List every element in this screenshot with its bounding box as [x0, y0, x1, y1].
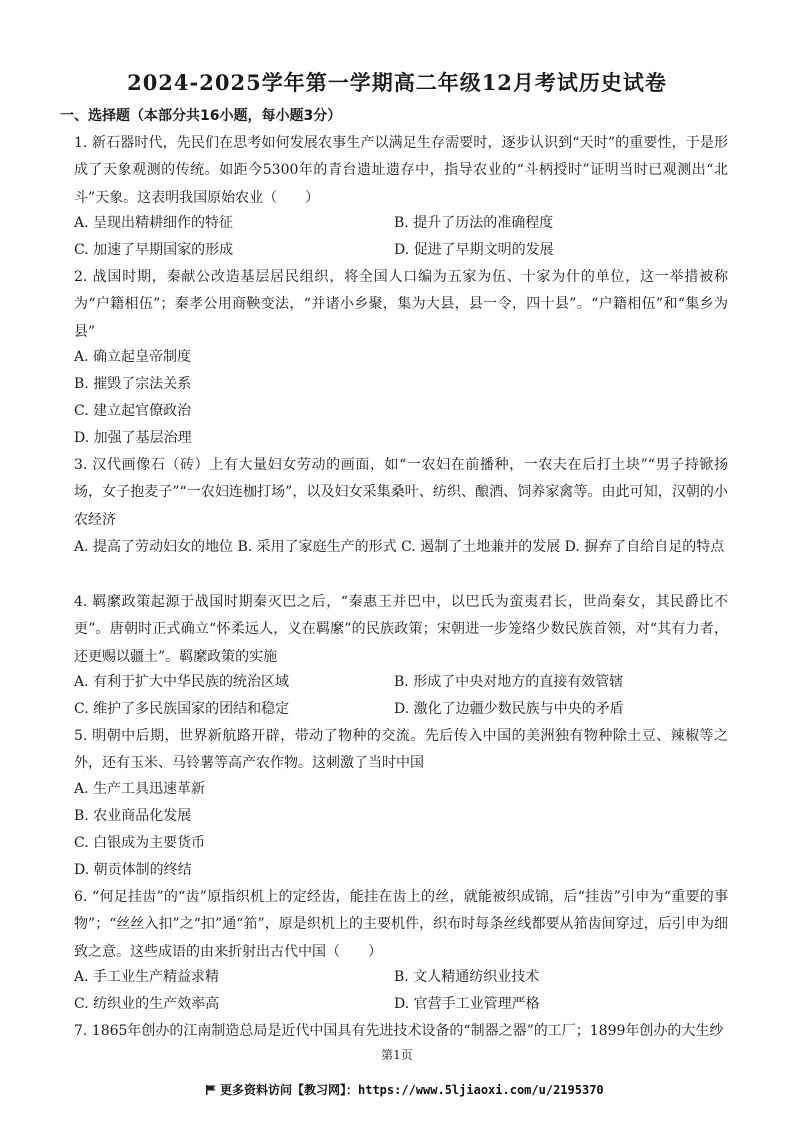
page-number: 第1页	[381, 1048, 413, 1062]
q5-option-a: A. 生产工具迅速革新	[74, 781, 206, 797]
q6-option-a: A. 手工业生产精益求精	[74, 969, 220, 985]
q2-option-b: B. 摧毁了宗法关系	[74, 376, 192, 392]
footer-link-text[interactable]: 更多资料访问【教习网】：https://www.5ljiaoxi.com/u/2195370	[220, 1083, 604, 1097]
q1-option-d: D. 促进了早期文明的发展	[394, 242, 554, 258]
footer-link[interactable]	[206, 1081, 604, 1098]
question-3: 3. 汉代画像石（砖）上有大量妇女劳动的画面，如“一农妇在前播种，一农夫在后打土块”“男子持锨扬场，女子抱麦子”“一农妇连枷打场”，以及妇女采集桑叶、纺织、酿酒、饲养家禽等。由此可知，汉朝的小农经济	[74, 457, 728, 528]
question-5: 5. 明朝中后期，世界新航路开辟，带动了物种的交流。先后传入中国的美洲独有物种除土豆、辣椒等之外，还有玉米、马铃薯等高产农作物。这刺激了当时中国	[74, 728, 728, 772]
q2-option-d: D. 加强了基层治理	[74, 430, 192, 446]
q6-option-c: C. 纺织业的生产效率高	[74, 996, 220, 1012]
q1-option-b: B. 提升了历法的准确程度	[394, 215, 554, 231]
q4-option-a: A. 有利于扩大中华民族的统治区域	[74, 674, 290, 690]
q2-option-a: A. 确立起皇帝制度	[74, 349, 192, 365]
q4-option-d: D. 激化了边疆少数民族与中央的矛盾	[394, 701, 624, 717]
q4-option-b: B. 形成了中央对地方的直接有效管辖	[394, 674, 624, 690]
q1-option-c: C. 加速了早期国家的形成	[74, 242, 234, 258]
q5-option-d: D. 朝贡体制的终结	[74, 862, 192, 878]
question-6: 6. “何足挂齿”的“齿”原指织机上的定经齿，能挂在齿上的丝，就能被织成锦，后“挂齿”引申为“重要的事物”；“丝丝入扣”之“扣”通“筘”，原是织机上的主要机件，织布时每条丝线都要从筘齿间穿过，后引申为细致之意。这些成语的由来折射出古代中国（ ）	[74, 889, 728, 960]
section-header: 一、选择题（本部分共16小题，每小题3分）	[60, 108, 342, 124]
q5-option-b: B. 农业商品化发展	[74, 808, 192, 824]
title-strip	[0, 0, 794, 96]
q6-option-b: B. 文人精通纺织业技术	[394, 969, 540, 985]
page-title: 2024-2025学年第一学期高二年级12月考试历史试卷	[127, 70, 667, 95]
q4-option-c: C. 维护了多民族国家的团结和稳定	[74, 701, 290, 717]
flag-icon	[206, 1085, 216, 1095]
question-1: 1. 新石器时代，先民们在思考如何发展农事生产以满足生存需要时，逐步认识到“天时”的重要性，于是形成了天象观测的传统。如距今5300年的青台遗址遗存中，指导农业的“斗柄授时”证明当时已观测出“北斗”天象。这表明我国原始农业（ ）	[74, 135, 728, 206]
q5-option-c: C. 白银成为主要货币	[74, 835, 206, 851]
q2-option-c: C. 建立起官僚政治	[74, 403, 192, 419]
q1-option-a: A. 呈现出精耕细作的特征	[74, 215, 234, 231]
question-4: 4. 羁縻政策起源于战国时期秦灭巴之后，“秦惠王并巴中，以巴氏为蛮夷君长，世尚秦女，其民爵比不更”。唐朝时正式确立“怀柔远人，义在羁縻”的民族政策；宋朝进一步笼络少数民族首领，对“其有力者，还更赐以疆土”。羁縻政策的实施	[74, 594, 728, 665]
q6-option-d: D. 官营手工业管理严格	[394, 996, 540, 1012]
question-2: 2. 战国时期，秦献公改造基层居民组织，将全国人口编为五家为伍、十家为什的单位，这一举措被称为“户籍相伍”；秦孝公用商鞅变法，“并诸小乡聚，集为大县，县一令，四十县”。“户籍相伍”和“集乡为县”	[74, 269, 728, 340]
q3-options: A. 提高了劳动妇女的地位 B. 采用了家庭生产的形式 C. 遏制了土地兼并的发展 D. 摒弃了自给自足的特点	[74, 539, 725, 555]
question-7: 7. 1865年创办的江南制造总局是近代中国具有先进技术设备的“制器之器”的工厂；1899年创办的大生纱	[74, 1023, 724, 1039]
